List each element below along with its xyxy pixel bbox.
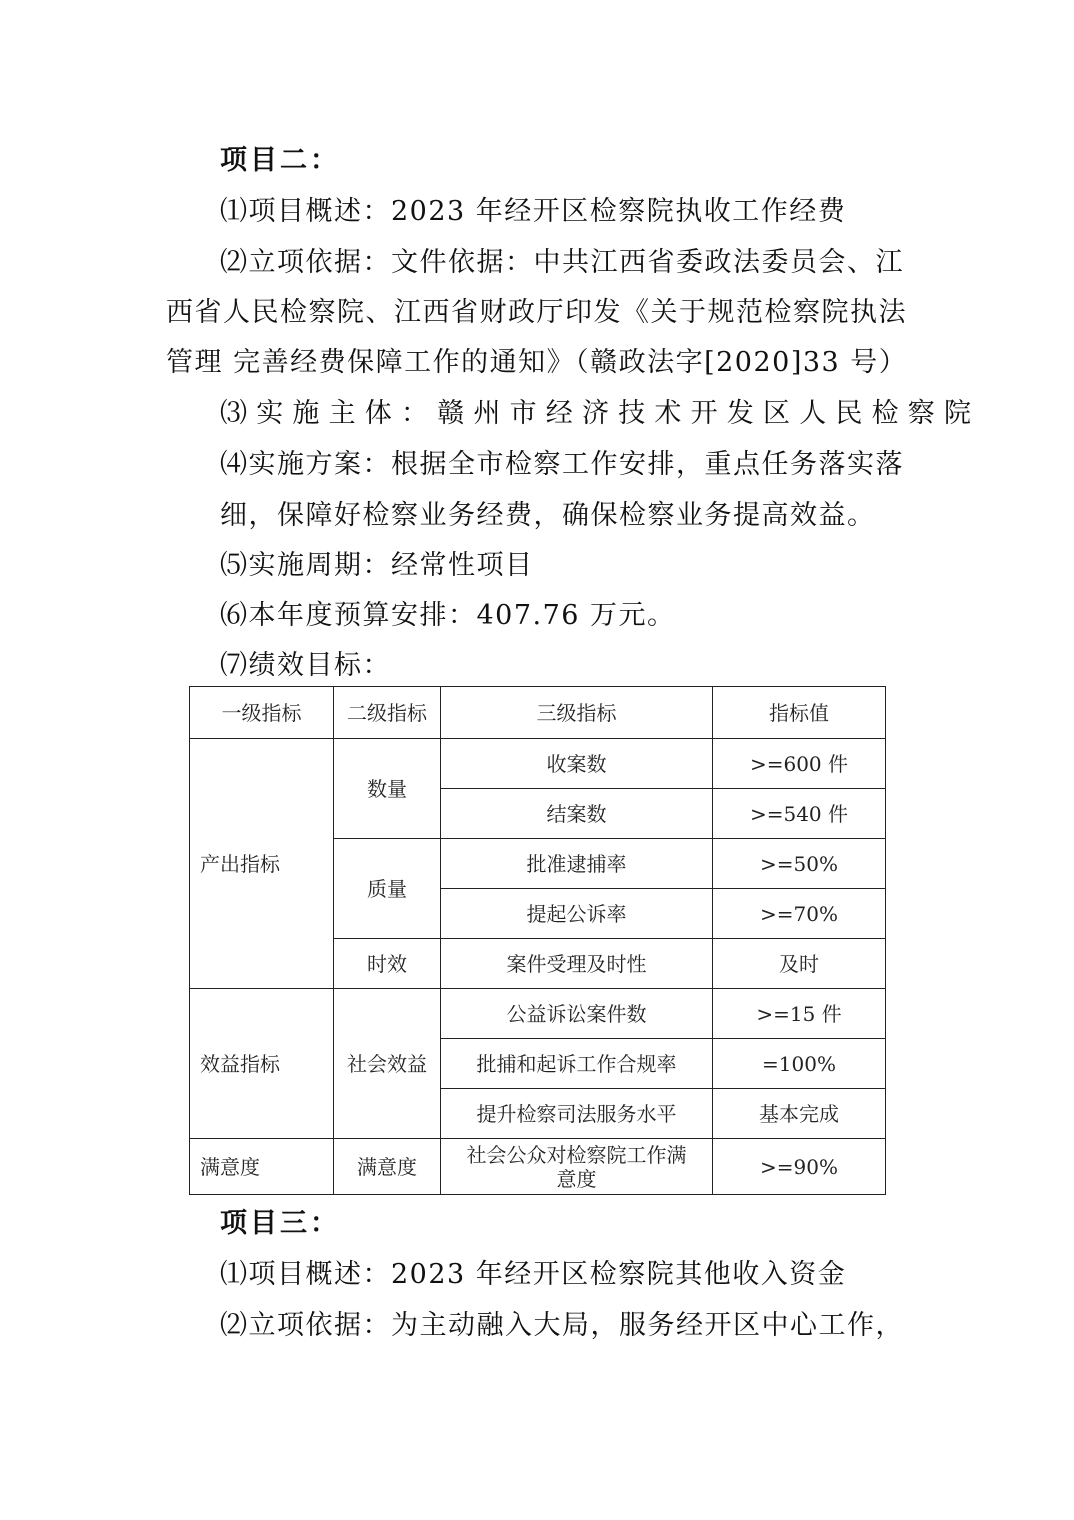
subgroup-quality: 质量 [334, 839, 441, 939]
group-benefit: 效益指标 [190, 989, 334, 1139]
project2-period: ⑸实施周期：经常性项目 [220, 550, 534, 581]
value-cell: >=70% [713, 889, 886, 939]
metric-line: 意度 [556, 1166, 597, 1191]
metric-cell: 结案数 [441, 789, 713, 839]
project2-plan-line2: 细，保障好检察业务经费，确保检察业务提高效益。 [220, 500, 876, 531]
subgroup-social: 社会效益 [334, 989, 441, 1139]
metric-cell: 提起公诉率 [441, 889, 713, 939]
group-output: 产出指标 [190, 739, 334, 989]
metric-cell: 案件受理及时性 [441, 939, 713, 989]
header-level2: 二级指标 [334, 687, 441, 739]
value-cell: >=90% [713, 1139, 886, 1195]
value-cell: >=600 件 [713, 739, 886, 789]
value-cell: =100% [713, 1039, 886, 1089]
value-cell: 基本完成 [713, 1089, 886, 1139]
metric-cell: 批捕和起诉工作合规率 [441, 1039, 713, 1089]
metric-cell: 公益诉讼案件数 [441, 989, 713, 1039]
project2-goals: ⑺绩效目标： [220, 650, 391, 681]
metric-line: 社会公众对检察院工作满 [466, 1142, 687, 1167]
project2-subject: ⑶实施主体：赣州市经济技术开发区人民检察院 [220, 398, 981, 429]
project3-basis-line1: ⑵立项依据：为主动融入大局，服务经开区中心工作， [220, 1310, 904, 1341]
table-row [190, 1139, 886, 1195]
metric-cell: 批准逮捕率 [441, 839, 713, 889]
project2-overview: ⑴项目概述：2023 年经开区检察院执收工作经费 [220, 196, 847, 227]
table-row [190, 989, 886, 1039]
project3-overview: ⑴项目概述：2023 年经开区检察院其他收入资金 [220, 1259, 847, 1290]
value-cell: >=15 件 [713, 989, 886, 1039]
performance-table [189, 686, 886, 1195]
value-cell: 及时 [713, 939, 886, 989]
header-level1: 一级指标 [190, 687, 334, 739]
table-row [190, 739, 886, 789]
value-cell: >=540 件 [713, 789, 886, 839]
metric-cell: 收案数 [441, 739, 713, 789]
project2-basis-line2: 西省人民检察院、江西省财政厅印发《关于规范检察院执法 [166, 297, 907, 328]
project2-plan-line1: ⑷实施方案：根据全市检察工作安排，重点任务落实落 [220, 449, 904, 480]
header-level3: 三级指标 [441, 687, 713, 739]
metric-cell: 提升检察司法服务水平 [441, 1089, 713, 1139]
project2-basis-line1: ⑵立项依据：文件依据：中共江西省委政法委员会、江 [220, 247, 904, 278]
project2-basis-line3: 管理 完善经费保障工作的通知》（赣政法字[2020]33 号） [166, 347, 908, 378]
value-cell: >=50% [713, 839, 886, 889]
subgroup-quantity: 数量 [334, 739, 441, 839]
subgroup-timeliness: 时效 [334, 939, 441, 989]
project3-heading: 项目三： [220, 1208, 340, 1239]
header-value: 指标值 [713, 687, 886, 739]
project2-heading: 项目二： [220, 145, 340, 176]
metric-cell [441, 1139, 713, 1195]
project2-budget: ⑹本年度预算安排：407.76 万元。 [220, 600, 676, 631]
table-header-row [190, 687, 886, 739]
group-satisfaction: 满意度 [190, 1139, 334, 1195]
subgroup-satisfaction: 满意度 [334, 1139, 441, 1195]
